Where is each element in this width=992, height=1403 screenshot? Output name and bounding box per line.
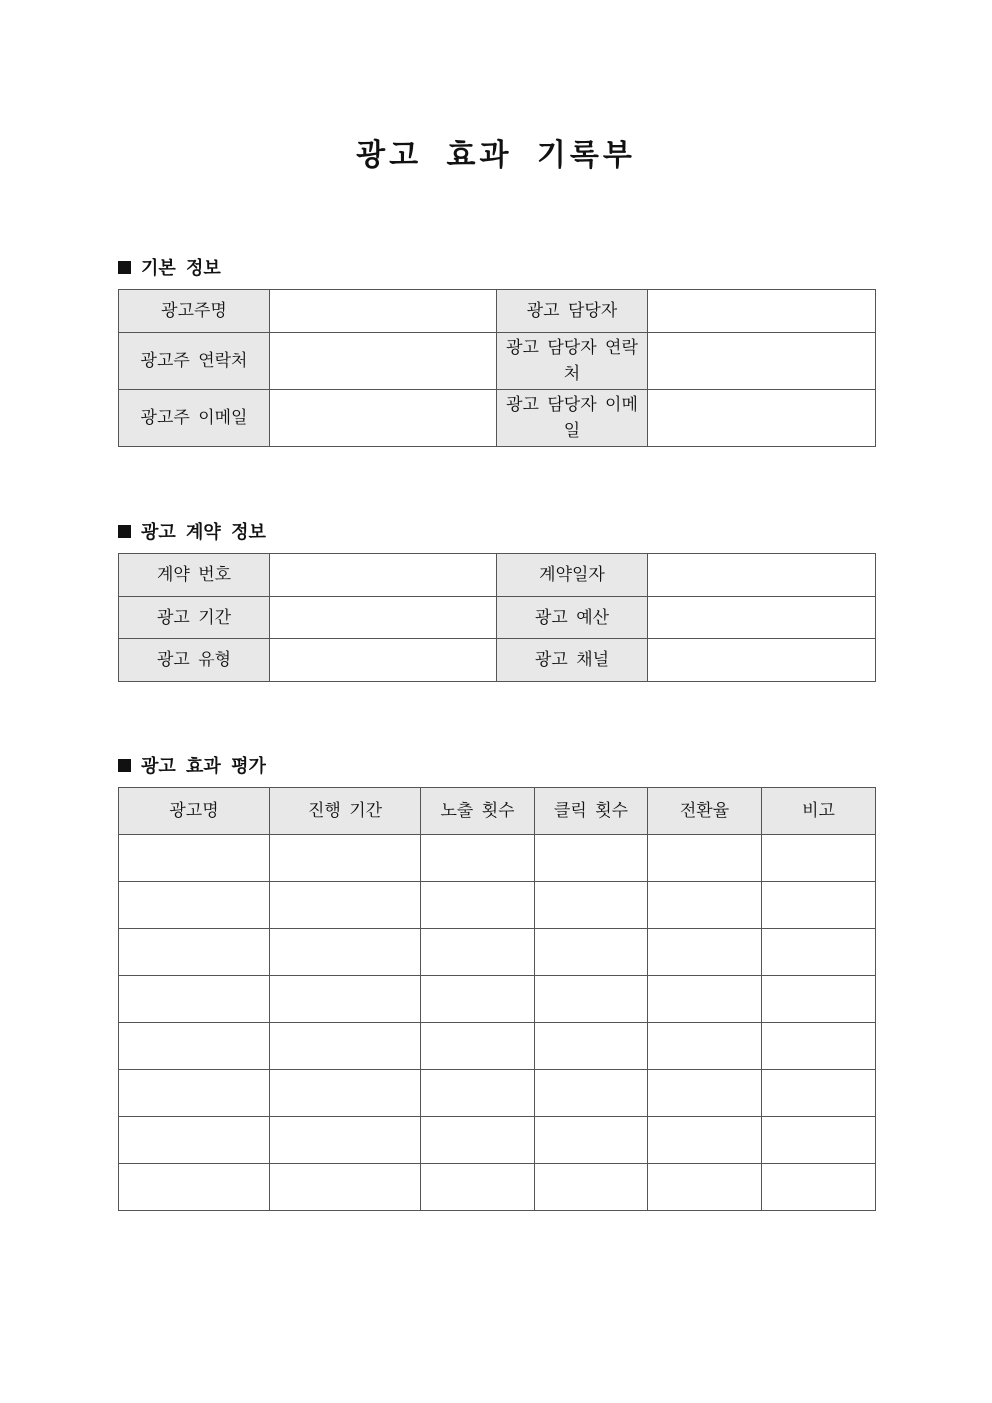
clicks-cell[interactable] xyxy=(535,929,648,976)
impressions-cell[interactable] xyxy=(421,1070,535,1117)
square-bullet-icon xyxy=(118,759,131,772)
col-header-ad-name: 광고명 xyxy=(119,788,270,835)
evaluation-table-body xyxy=(119,835,876,1211)
ad-period-field[interactable] xyxy=(270,597,497,639)
impressions-cell[interactable] xyxy=(421,835,535,882)
basic-info-heading xyxy=(118,254,221,280)
period-cell[interactable] xyxy=(270,976,421,1023)
evaluation-heading xyxy=(118,752,266,778)
contract-date-label: 계약일자 xyxy=(497,554,648,597)
impressions-cell[interactable] xyxy=(421,1023,535,1070)
contract-date-field[interactable] xyxy=(648,554,876,597)
table-row xyxy=(119,1117,876,1164)
table-row xyxy=(119,333,876,390)
basic-info-table xyxy=(118,289,876,447)
clicks-cell[interactable] xyxy=(535,882,648,929)
clicks-cell[interactable] xyxy=(535,1164,648,1211)
advertiser-name-label: 광고주명 xyxy=(119,290,270,333)
period-cell[interactable] xyxy=(270,835,421,882)
conversion-rate-cell[interactable] xyxy=(648,1164,762,1211)
ad-budget-field[interactable] xyxy=(648,597,876,639)
page-title: 광고 효과 기록부 xyxy=(356,138,636,173)
ad-name-cell[interactable] xyxy=(119,929,270,976)
period-cell[interactable] xyxy=(270,1164,421,1211)
contract-number-field[interactable] xyxy=(270,554,497,597)
clicks-cell[interactable] xyxy=(535,1070,648,1117)
impressions-cell[interactable] xyxy=(421,1117,535,1164)
ad-manager-contact-field[interactable] xyxy=(648,333,876,390)
notes-cell[interactable] xyxy=(762,835,876,882)
col-header-conversion-rate: 전환율 xyxy=(648,788,762,835)
table-row xyxy=(119,1023,876,1070)
table-row xyxy=(119,835,876,882)
ad-name-cell[interactable] xyxy=(119,1070,270,1117)
advertiser-email-field[interactable] xyxy=(270,390,497,447)
period-cell[interactable] xyxy=(270,1023,421,1070)
period-cell[interactable] xyxy=(270,1070,421,1117)
advertiser-name-field[interactable] xyxy=(270,290,497,333)
notes-cell[interactable] xyxy=(762,1117,876,1164)
impressions-cell[interactable] xyxy=(421,929,535,976)
notes-cell[interactable] xyxy=(762,882,876,929)
ad-name-cell[interactable] xyxy=(119,882,270,929)
contract-info-heading xyxy=(118,518,266,544)
conversion-rate-cell[interactable] xyxy=(648,835,762,882)
square-bullet-icon xyxy=(118,261,131,274)
conversion-rate-cell[interactable] xyxy=(648,882,762,929)
clicks-cell[interactable] xyxy=(535,976,648,1023)
period-cell[interactable] xyxy=(270,1117,421,1164)
period-cell[interactable] xyxy=(270,882,421,929)
conversion-rate-cell[interactable] xyxy=(648,1117,762,1164)
col-header-period: 진행 기간 xyxy=(270,788,421,835)
impressions-cell[interactable] xyxy=(421,1164,535,1211)
conversion-rate-cell[interactable] xyxy=(648,976,762,1023)
ad-name-cell[interactable] xyxy=(119,1023,270,1070)
impressions-cell[interactable] xyxy=(421,882,535,929)
table-row xyxy=(119,929,876,976)
advertiser-email-label: 광고주 이메일 xyxy=(119,390,270,447)
ad-channel-label: 광고 채널 xyxy=(497,639,648,682)
table-row xyxy=(119,1070,876,1117)
conversion-rate-cell[interactable] xyxy=(648,929,762,976)
notes-cell[interactable] xyxy=(762,1164,876,1211)
contract-info-table xyxy=(118,553,876,682)
ad-manager-field[interactable] xyxy=(648,290,876,333)
ad-period-label: 광고 기간 xyxy=(119,597,270,639)
conversion-rate-cell[interactable] xyxy=(648,1023,762,1070)
table-row xyxy=(119,597,876,639)
col-header-notes: 비고 xyxy=(762,788,876,835)
table-row xyxy=(119,390,876,447)
table-row xyxy=(119,976,876,1023)
ad-name-cell[interactable] xyxy=(119,976,270,1023)
evaluation-table xyxy=(118,787,876,1211)
table-row xyxy=(119,639,876,682)
ad-manager-email-field[interactable] xyxy=(648,390,876,447)
ad-type-label: 광고 유형 xyxy=(119,639,270,682)
notes-cell[interactable] xyxy=(762,976,876,1023)
evaluation-heading-label: 광고 효과 평가 xyxy=(141,756,266,777)
ad-type-field[interactable] xyxy=(270,639,497,682)
notes-cell[interactable] xyxy=(762,929,876,976)
col-header-clicks: 클릭 횟수 xyxy=(535,788,648,835)
ad-manager-contact-label: 광고 담당자 연락처 xyxy=(497,333,648,390)
table-row xyxy=(119,554,876,597)
table-row xyxy=(119,882,876,929)
ad-name-cell[interactable] xyxy=(119,835,270,882)
ad-name-cell[interactable] xyxy=(119,1117,270,1164)
period-cell[interactable] xyxy=(270,929,421,976)
clicks-cell[interactable] xyxy=(535,1117,648,1164)
notes-cell[interactable] xyxy=(762,1023,876,1070)
table-row xyxy=(119,1164,876,1211)
conversion-rate-cell[interactable] xyxy=(648,1070,762,1117)
square-bullet-icon xyxy=(118,525,131,538)
col-header-impressions: 노출 횟수 xyxy=(421,788,535,835)
advertiser-contact-label: 광고주 연락처 xyxy=(119,333,270,390)
table-header-row xyxy=(119,788,876,835)
advertiser-contact-field[interactable] xyxy=(270,333,497,390)
notes-cell[interactable] xyxy=(762,1070,876,1117)
clicks-cell[interactable] xyxy=(535,835,648,882)
ad-manager-email-label: 광고 담당자 이메일 xyxy=(497,390,648,447)
ad-name-cell[interactable] xyxy=(119,1164,270,1211)
contract-number-label: 계약 번호 xyxy=(119,554,270,597)
contract-info-heading-label: 광고 계약 정보 xyxy=(141,522,266,543)
basic-info-heading-label: 기본 정보 xyxy=(141,258,221,279)
impressions-cell[interactable] xyxy=(421,976,535,1023)
ad-channel-field[interactable] xyxy=(648,639,876,682)
table-row xyxy=(119,290,876,333)
clicks-cell[interactable] xyxy=(535,1023,648,1070)
ad-budget-label: 광고 예산 xyxy=(497,597,648,639)
ad-manager-label: 광고 담당자 xyxy=(497,290,648,333)
